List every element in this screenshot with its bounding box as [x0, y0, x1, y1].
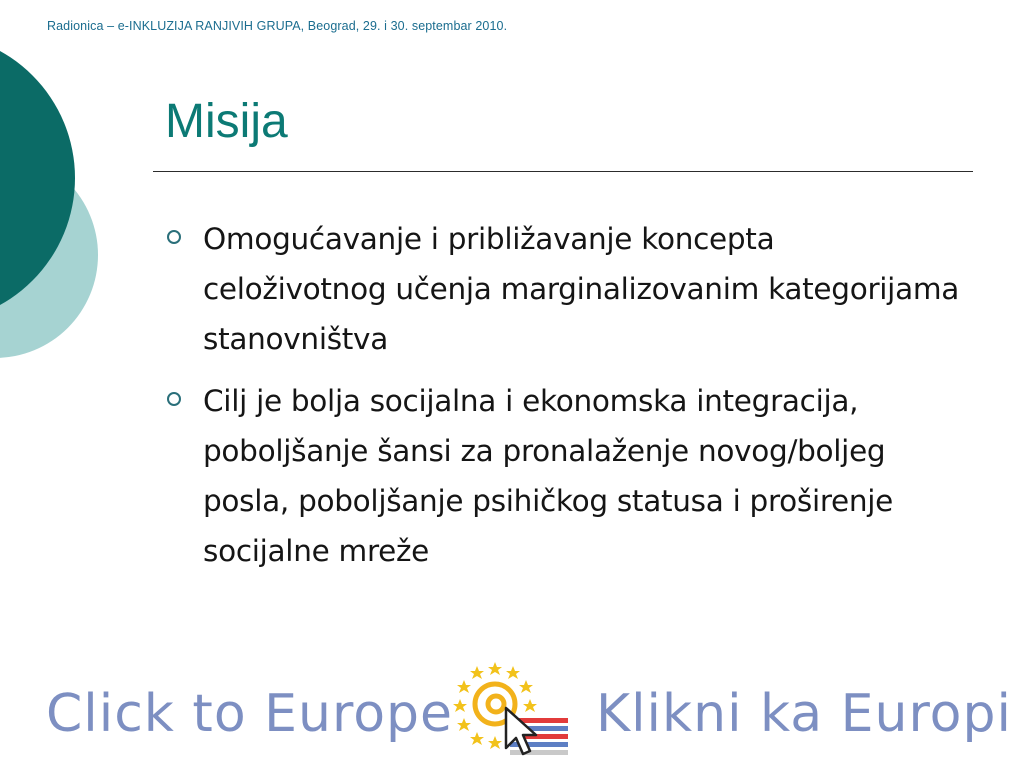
eu-at-cursor-icon — [450, 656, 580, 764]
bullet-text: Omogućavanje i približavanje koncepta celoživotnog učenja marginalizovanim kategorijama stanovništva — [203, 222, 960, 356]
bullet-item — [165, 376, 965, 576]
cursor-arrow-icon — [506, 708, 536, 754]
decorative-circles — [0, 0, 120, 420]
ring-bullet-icon — [167, 392, 181, 406]
banner-klikni-ka-europi: Klikni ka Europi — [596, 684, 1012, 744]
bullet-list — [165, 214, 965, 588]
header-note: Radionica – e-INKLUZIJA RANJIVIH GRUPA, Beograd, 29. i 30. septembar 2010. — [47, 19, 508, 33]
slide-title: Misija — [165, 95, 288, 148]
banner-click-to-europe: Click to Europe — [46, 684, 454, 744]
bullet-item — [165, 214, 965, 364]
ring-bullet-icon — [167, 230, 181, 244]
bullet-text: Cilj je bolja socijalna i ekonomska integracija, poboljšanje šansi za pronalaženje novog/boljeg posla, poboljšanje psihičkog statusa i proširenje socijalne mreže — [203, 384, 894, 568]
title-divider — [153, 171, 973, 172]
